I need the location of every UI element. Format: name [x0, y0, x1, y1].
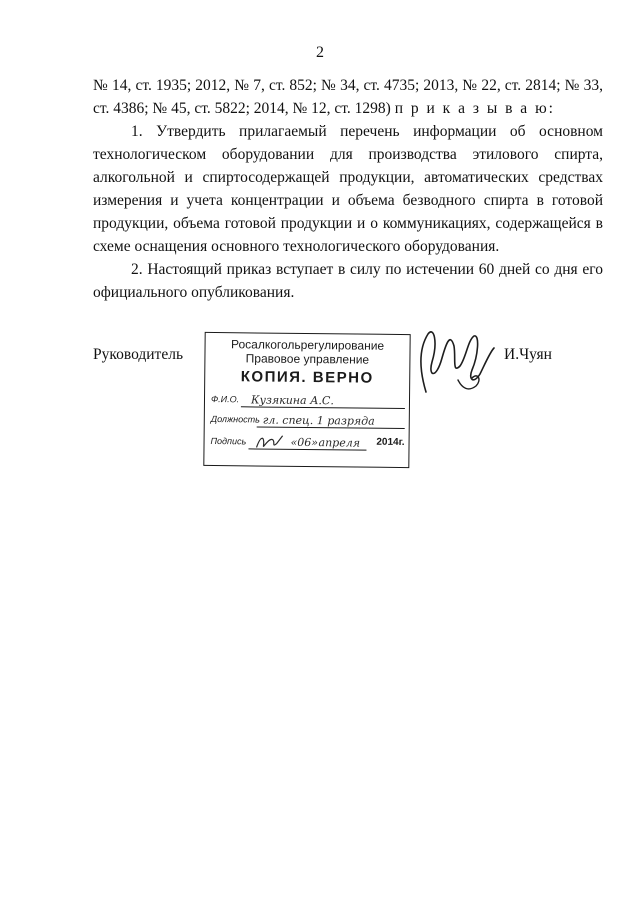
stamp-signature-scribble — [254, 431, 284, 451]
stamp-signature-label: Подпись — [210, 435, 247, 447]
signatory-name: И.Чуян — [504, 346, 552, 363]
stamp-title: КОПИЯ. ВЕРНО — [240, 368, 374, 387]
document-body — [93, 74, 603, 304]
stamp-organization: Росалкогольрегулирование — [230, 337, 385, 353]
signatory-role: Руководитель — [93, 346, 184, 363]
stamp-department: Правовое управление — [245, 351, 370, 367]
intro-paragraph — [93, 74, 603, 120]
page-number: 2 — [316, 44, 324, 61]
stamp-position-label: Должность — [210, 413, 260, 425]
stamp-year — [376, 437, 404, 448]
stamp-year-suffix: г. — [398, 436, 405, 449]
stamp-year-value: 2014 — [376, 436, 399, 448]
item-1-paragraph: 1. Утвердить прилагаемый перечень информации об основном технологическом оборудовании для производства этилового спирта, алкогольной и спиртосодержащей продукции, автоматических средствах измерения и учета концентрации и объема безводного спирта в готовой продукции, объема готовой продукции и о коммуникациях, содержащейся в схеме оснащения основного технологического оборудования. — [93, 123, 603, 255]
handwritten-signature — [398, 322, 508, 400]
stamp-signature-row — [210, 431, 404, 453]
stamp-position-value: гл. спец. 1 разряда — [262, 413, 375, 428]
certification-stamp — [203, 332, 410, 468]
stamp-date-month: апреля — [318, 436, 361, 450]
stamp-date-day: «06» — [290, 435, 319, 450]
item-2-paragraph: 2. Настоящий приказ вступает в силу по истечении 60 дней со дня его официального опубликования. — [93, 261, 603, 301]
stamp-fio-row — [211, 389, 405, 411]
stamp-fio-label: Ф.И.О. — [210, 393, 240, 405]
stamp-fio-value: Кузякина А.С. — [250, 393, 334, 408]
order-phrase: п р и к а з ы в а ю: — [394, 100, 555, 117]
intro-citations: № 14, ст. 1935; 2012, № 7, ст. 852; № 34, ст. 4735; 2013, № 22, ст. 2814; № 33, ст. 4386; № 45, ст. 5822; 2014, № 12, ст. 1298) — [93, 77, 603, 117]
stamp-position-row — [211, 409, 405, 431]
